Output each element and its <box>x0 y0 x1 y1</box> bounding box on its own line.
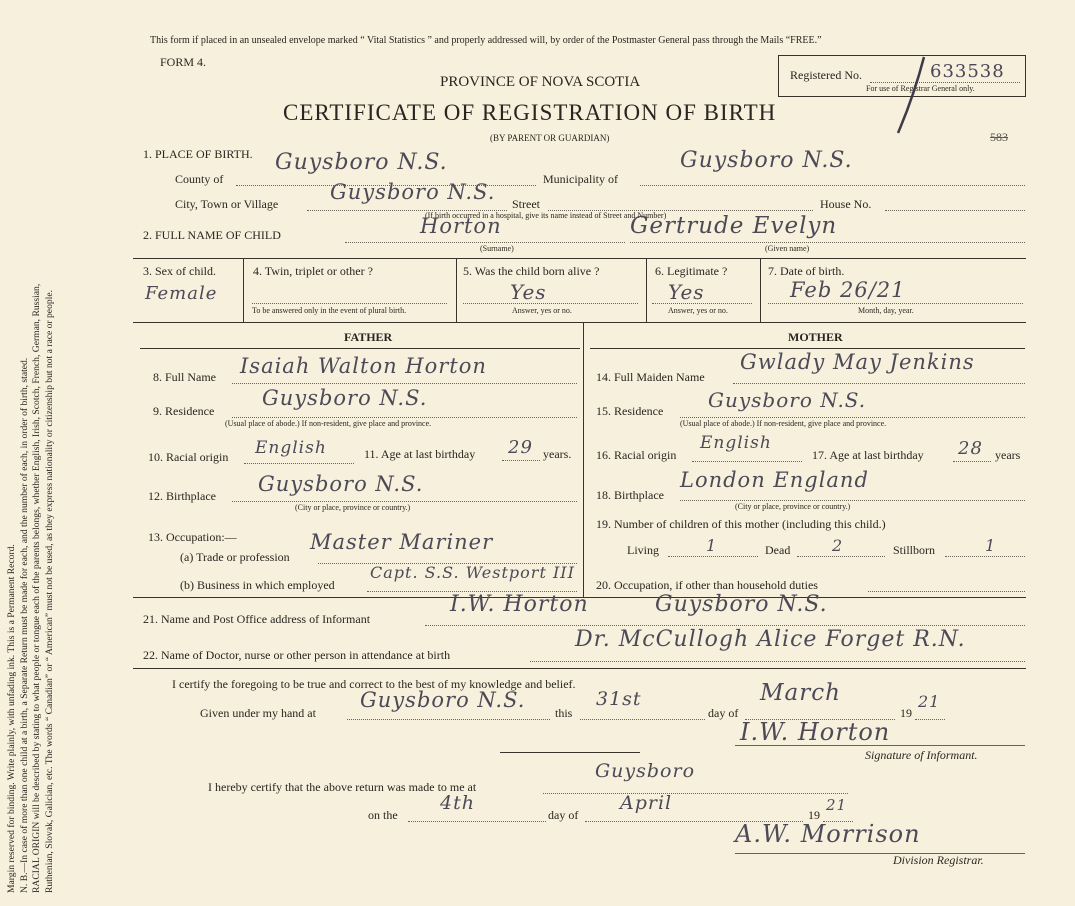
registrar-certify-text: I hereby certify that the above return was made to me at <box>208 780 477 794</box>
on-the-label: on the <box>368 808 398 822</box>
this-label: this <box>555 706 573 720</box>
father-residence-note: (Usual place of abode.) If non-resident, give place and province. <box>225 419 432 428</box>
date-note: Month, day, year. <box>858 306 914 315</box>
given-day-of-label: day of <box>708 706 739 720</box>
informant-signature: I.W. Horton <box>740 718 891 746</box>
county-value: Guysboro N.S. <box>275 150 448 175</box>
dead-value: 2 <box>832 536 844 555</box>
form-number: FORM 4. <box>160 55 207 69</box>
father-age-label: 11. Age at last birthday <box>364 447 476 461</box>
mother-birthplace-note: (City or place, province or country.) <box>735 502 851 511</box>
mail-note: This form if placed in an unsealed envelope marked “ Vital Statistics ” and properly addressed will, by order of the Postmaster General pass through the Mails “FREE.” <box>150 35 822 46</box>
stillborn-value: 1 <box>985 536 997 555</box>
registrar-day-of-label: day of <box>548 808 579 822</box>
margin-note-3: RACIAL ORIGIN will be described by stating to what people or tongue each of the parents belongs, whether English, Irish, Scotch, French, German, Russian, <box>31 283 42 893</box>
mother-racial-value: English <box>700 433 772 453</box>
alive-label: 5. Was the child born alive ? <box>463 264 600 278</box>
registrar-signature-label: Division Registrar. <box>893 853 984 867</box>
signature-label: Signature of Informant. <box>865 748 978 762</box>
given-name-note: (Given name) <box>765 244 810 253</box>
mother-residence-note: (Usual place of abode.) If non-resident, give place and province. <box>680 419 887 428</box>
mother-age-value: 28 <box>958 438 983 459</box>
date-value: Feb 26/21 <box>790 278 906 302</box>
sex-value: Female <box>145 283 218 304</box>
informant-name-value: I.W. Horton <box>450 592 589 617</box>
father-residence-value: Guysboro N.S. <box>262 386 428 410</box>
child-given-name: Gertrude Evelyn <box>630 213 838 239</box>
house-number-label: House No. <box>820 197 872 211</box>
father-trade-value: Master Mariner <box>310 530 494 554</box>
attendant-value: Dr. McCullogh Alice Forget R.N. <box>575 627 966 652</box>
mother-heading: MOTHER <box>788 330 843 344</box>
father-racial-label: 10. Racial origin <box>148 450 229 464</box>
mother-years-label: years <box>995 448 1021 462</box>
informant-address-value: Guysboro N.S. <box>655 592 828 617</box>
city-value: Guysboro N.S. <box>330 180 496 204</box>
given-day-value: 31st <box>596 688 642 710</box>
registrar-year-value: 21 <box>826 796 848 814</box>
alive-note: Answer, yes or no. <box>512 306 572 315</box>
registered-label: Registered No. <box>790 68 862 82</box>
stillborn-label: Stillborn <box>893 543 936 557</box>
father-racial-value: English <box>255 438 327 458</box>
mother-racial-label: 16. Racial origin <box>596 448 677 462</box>
county-label: County of <box>175 172 224 186</box>
street-label: Street <box>512 197 540 211</box>
given-month-value: March <box>760 680 841 706</box>
mother-birthplace-value: London England <box>680 468 869 492</box>
margin-note-2: N. B.—In case of more than one child at a birth, a Separate Return must be made for each, and the number of each, in order of birth, stated. <box>18 357 30 893</box>
mother-occupation-label: 20. Occupation, if other than household duties <box>596 578 818 592</box>
mother-residence-label: 15. Residence <box>596 404 664 418</box>
father-business-value: Capt. S.S. Westport III <box>370 563 575 582</box>
subtitle: (BY PARENT OR GUARDIAN) <box>490 133 610 143</box>
sex-label: 3. Sex of child. <box>143 264 216 278</box>
living-value: 1 <box>706 536 718 555</box>
father-residence-label: 9. Residence <box>153 404 215 418</box>
twin-label: 4. Twin, triplet or other ? <box>253 264 373 278</box>
given-year-value: 21 <box>918 692 941 711</box>
municipality-value: Guysboro N.S. <box>680 148 853 173</box>
legitimate-value: Yes <box>668 280 705 304</box>
legitimate-label: 6. Legitimate ? <box>655 264 728 278</box>
city-label: City, Town or Village <box>175 197 279 211</box>
mother-residence-value: Guysboro N.S. <box>708 388 867 412</box>
hospital-note: (If birth occurred in a hospital, give its name instead of Street and Number) <box>425 211 667 220</box>
registrar-month-value: April <box>620 792 673 814</box>
place-of-birth-label: 1. PLACE OF BIRTH. <box>143 147 253 161</box>
registered-number: 633538 <box>930 61 1005 82</box>
given-year-prefix: 19 <box>900 706 912 720</box>
registrar-day-value: 4th <box>440 792 475 814</box>
registrar-signature: A.W. Morrison <box>735 820 921 848</box>
children-count-label: 19. Number of children of this mother (including this child.) <box>596 517 886 531</box>
surname-note: (Surname) <box>480 244 514 253</box>
margin-note-1: Margin reserved for binding. Write plainly, with unfading ink. This is a Permanent Record. <box>6 544 17 893</box>
informant-label: 21. Name and Post Office address of Informant <box>143 612 371 626</box>
father-trade-label: (a) Trade or profession <box>180 550 290 564</box>
child-surname: Horton <box>420 214 502 238</box>
father-birthplace-label: 12. Birthplace <box>148 489 216 503</box>
registrar-place-value: Guysboro <box>595 760 696 782</box>
certify-text: I certify the foregoing to be true and correct to the best of my knowledge and belief. <box>172 677 576 691</box>
dead-label: Dead <box>765 543 791 557</box>
given-under-label: Given under my hand at <box>200 706 316 720</box>
alive-value: Yes <box>510 280 547 304</box>
page-title: CERTIFICATE OF REGISTRATION OF BIRTH <box>283 100 777 125</box>
legitimate-note: Answer, yes or no. <box>668 306 728 315</box>
corner-number: 583 <box>990 130 1008 144</box>
margin-notes <box>6 43 128 893</box>
province-heading: PROVINCE OF NOVA SCOTIA <box>440 74 641 90</box>
father-name-value: Isaiah Walton Horton <box>240 354 487 378</box>
attendant-label: 22. Name of Doctor, nurse or other person in attendance at birth <box>143 648 451 662</box>
father-occupation-label: 13. Occupation:— <box>148 530 237 544</box>
father-birthplace-note: (City or place, province or country.) <box>295 503 411 512</box>
registrar-year-prefix: 19 <box>808 808 820 822</box>
twin-note: To be answered only in the event of plural birth. <box>252 306 407 315</box>
father-birthplace-value: Guysboro N.S. <box>258 472 424 496</box>
municipality-label: Municipality of <box>543 172 618 186</box>
mother-name-label: 14. Full Maiden Name <box>596 370 705 384</box>
father-business-label: (b) Business in which employed <box>180 578 335 592</box>
living-label: Living <box>627 543 659 557</box>
date-label: 7. Date of birth. <box>768 264 845 278</box>
mother-name-value: Gwlady May Jenkins <box>740 350 975 374</box>
father-age-value: 29 <box>508 437 533 458</box>
given-place-value: Guysboro N.S. <box>360 688 526 712</box>
father-name-label: 8. Full Name <box>153 370 216 384</box>
mother-age-label: 17. Age at last birthday <box>812 448 924 462</box>
registrar-tick-mark <box>890 55 930 135</box>
margin-note-4: Ruthenian, Slovak, Galician, etc. The words “ Canadian” or “ American” must not be used, as they express nationality or citizenship but not a race or people. <box>43 290 55 893</box>
registrar-use-note: For use of Registrar General only. <box>866 84 975 93</box>
mother-birthplace-label: 18. Birthplace <box>596 488 664 502</box>
child-name-label: 2. FULL NAME OF CHILD <box>143 228 281 242</box>
father-years-label: years. <box>543 447 572 461</box>
father-heading: FATHER <box>344 330 393 344</box>
